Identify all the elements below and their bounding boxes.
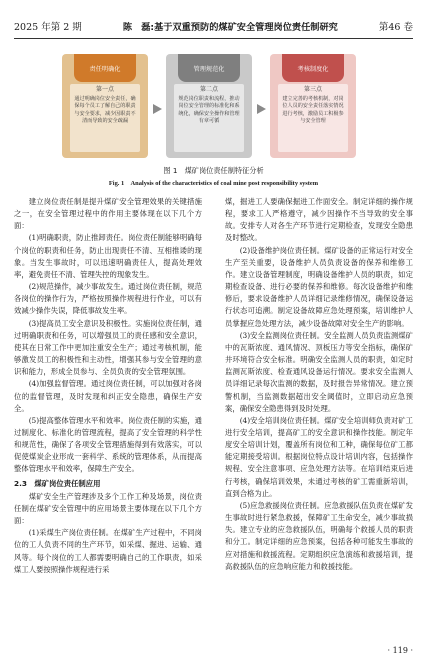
paragraph: (1)明确职责，防止推卸责任。岗位责任制能够明确每个岗位的职责和任务，防止出现责任不清、互相推诿的现象。当发生事故时，可以迅速明确责任人，提高处理效率，避免责任不清、管理失控的现象发生。 — [14, 233, 202, 279]
card-text: 规范岗位职责和流程，推动岗位安全管理的标准化和系统化，确保安全操作和管理有章可循 — [178, 96, 240, 125]
running-title: 陈 磊:基于双重预防的煤矿安全管理岗位责任制研究 — [122, 22, 338, 33]
paragraph: (2)设备维护岗位责任制。煤矿设备的正常运行对安全生产至关重要，设备维护人员负责设备的保养和维修工作。建立设备管理制度，明确设备维护人员的职责，如定期检查设备、进行必要的保养和维修。每次设备维护和维修后，要求设备维护人员详细记录维修情况，确保设备运行状态可追溯。制定设备故障应急处理预案，培训维护人员掌握应急处理方法，减少设备故障对安全生产的影响。 — [225, 245, 413, 328]
paragraph: 煤，掘进工人要确保掘进工作面安全。制定详细的操作规程，要求工人严格遵守，减少因操作不当导致的安全事故。安排专人对各生产环节进行定期检查，发现安全隐患及时整改。 — [225, 197, 413, 243]
paragraph: (1)采煤生产岗位责任制。在煤矿生产过程中，不同岗位的工人负责不同的生产环节，如采煤、掘进、运输、通风等。每个岗位的工人都需要明确自己的工作职责，如采煤工人要按照操作规程进行采 — [14, 528, 202, 574]
paragraph: (5)应急救援岗位责任制。应急救援队伍负责在煤矿发生事故时进行紧急救援，保障矿工生命安全，减少事故损失。建立专业的应急救援队伍，明确每个救援人员的职责和分工。制定详细的应急预案，包括各种可能发生事故的应对措施和救援流程。定期组织应急演练和救援培训，提高救援队伍的应急响应能力和救援技能。 — [225, 500, 413, 571]
paragraph: (4)安全培训岗位责任制。煤矿安全培训师负责对矿工进行安全培训，提高矿工的安全意识和操作技能。制定年度安全培训计划，覆盖所有岗位和工种，确保每位矿工都能定期接受培训。根据岗位特点设计培训内容，包括操作规程、安全注意事项、应急处理方法等。在培训结束后进行考核，确保培训效果，未通过考核的矿工需重新培训，直到合格为止。 — [225, 415, 413, 498]
paragraph: (2)规范操作，减少事故发生。通过岗位责任制，规范各岗位的操作行为，严格按照操作规程进行作业，可以有效减少操作失误，降低事故发生率。 — [14, 282, 202, 316]
figure-1 — [62, 44, 362, 162]
journal-issue: 2025 年第 2 期 — [14, 22, 82, 33]
card-title: 责任明确化 — [74, 54, 136, 82]
card-responsibility — [62, 54, 148, 158]
paragraph: (5)提高整体管理水平和效率。岗位责任制的实施，通过制度化、标准化的管理流程，提高了安全管理的科学性和规范性，确保了各项安全管理措施得到有效落实，可以促使煤炭企业形成一套科学、系统的管理体系，从而提高整体管理水平和效率，保障生产安全。 — [14, 415, 202, 474]
card-step: 第二点 — [199, 86, 218, 93]
left-column — [14, 196, 202, 576]
card-step: 第三点 — [303, 86, 322, 93]
card-title: 管理规范化 — [178, 54, 240, 82]
arrow-right-icon — [153, 104, 162, 114]
card-step: 第一点 — [95, 86, 114, 93]
paragraph: 煤矿安全生产管理涉及多个工作工种及场景，岗位责任制在煤矿安全管理中的应用场景主要体现在以下几个方面： — [14, 491, 202, 526]
paragraph: (3)安全监测岗位责任制。安全监测人员负责监测煤矿中的瓦斯浓度、通风情况、顶板压力等安全指标，确保矿井环境符合安全标准。明确安全监测人员的职责，如定时监测瓦斯浓度、检查通风设备运行情况。要求安全监测人员详细记录每次监测的数据，及时报告异常情况。建立预警机制，当监测数据超出安全阈值时，立即启动应急预案，确保安全隐患得到及时处理。 — [225, 330, 413, 413]
arrow-right-icon — [257, 104, 266, 114]
page-number: · 119 · — [387, 646, 413, 655]
card-text: 建立完善的考核机制，对岗位人员的安全责任落实情况进行考核，激励员工积极参与安全管理 — [282, 96, 344, 125]
paragraph: (3)提高员工安全意识及积极性。实施岗位责任制，通过明确职责和任务，可以增强员工的责任感和安全意识，使其在日常工作中更加注重安全生产；通过考核机制，能够激发员工的积极性和主动性，增强其参与安全管理的意识和能力，形成全员参与、全员负责的安全管理氛围。 — [14, 318, 202, 377]
header-rule — [14, 38, 413, 39]
paragraph: (4)加强监督管理。通过岗位责任制，可以加强对各岗位的监督管理，及时发现和纠正安全隐患，确保生产安全。 — [14, 379, 202, 413]
card-title: 考核制度化 — [282, 54, 344, 82]
right-column — [225, 196, 413, 573]
volume-number: 第46 卷 — [378, 22, 413, 33]
running-header — [14, 18, 413, 34]
paragraph: 建立岗位责任制是提升煤矿安全管理效果的关键措施之一，在安全管理过程中的作用主要体现在以下几个方面： — [14, 197, 202, 231]
section-heading: 2.3 煤矿岗位责任制应用 — [14, 478, 101, 488]
card-assessment — [270, 54, 356, 158]
figure-caption-cn: 图 1 煤矿岗位责任制特征分析 — [163, 166, 264, 175]
card-text: 通过明确岗位安全责任，确保每个员工了解自己的职责与安全要求，减少因职责不清而导致的安全疏漏 — [74, 96, 136, 125]
figure-caption-en: Fig. 1 Analysis of the characteristics of coal mine post responsibility system — [108, 180, 319, 187]
card-standardization — [166, 54, 252, 158]
